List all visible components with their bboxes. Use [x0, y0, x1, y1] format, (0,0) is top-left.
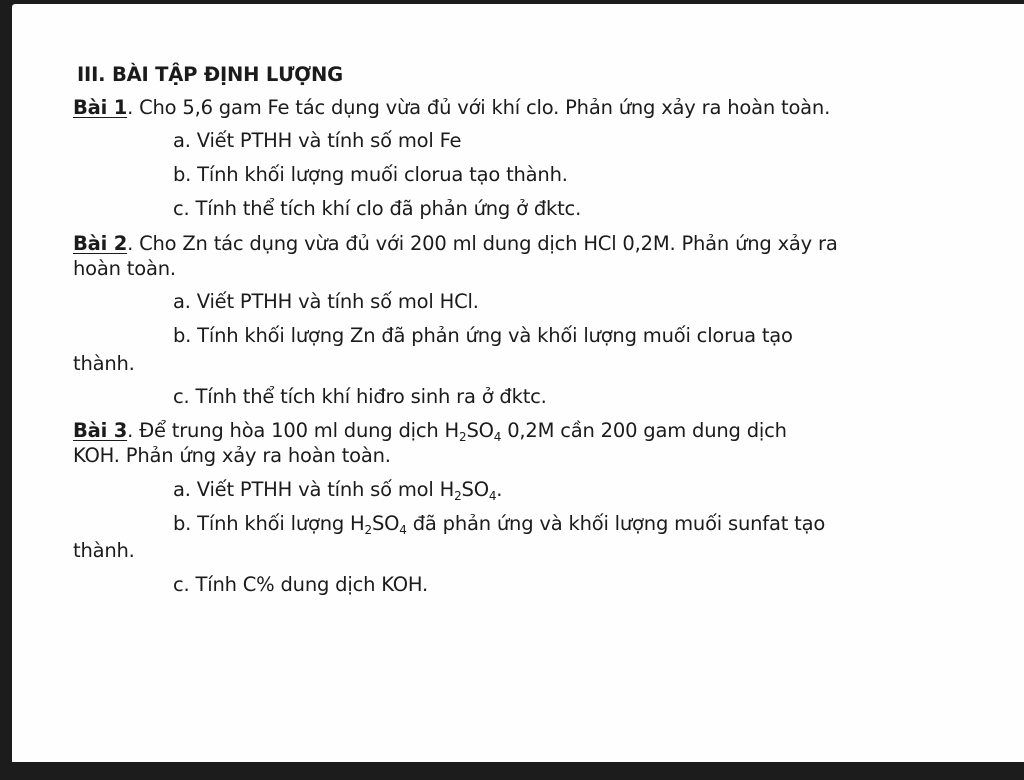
exercise-1-text: . Cho 5,6 gam Fe tác dụng vừa đủ với khí clo. Phản ứng xảy ra hoàn toàn. [127, 96, 831, 119]
exercise-3-part-c: c. Tính C% dung dịch KOH. [173, 573, 429, 596]
h2so4-sub-4: 4 [488, 489, 497, 503]
section-title: III. BÀI TẬP ĐỊNH LƯỢNG [77, 63, 343, 86]
exercise-1-part-b: b. Tính khối lượng muối clorua tạo thành. [173, 163, 568, 186]
exercise-2-stem-line2: hoàn toàn. [73, 257, 176, 280]
h2so4-sub-4: 4 [493, 430, 502, 444]
exercise-3-part-b-post: đã phản ứng và khối lượng muối sunfat tạo [406, 512, 826, 535]
exercise-3-text-post: 0,2M cần 200 gam dung dịch [501, 419, 787, 442]
exercise-2-part-b-line2: thành. [73, 352, 135, 375]
document-page [12, 4, 1024, 762]
exercise-2-stem-line1 [73, 232, 838, 256]
exercise-3-stem-line1 [73, 419, 787, 443]
h2so4-sub-2: 2 [459, 430, 467, 444]
exercise-3-part-b-line1 [173, 512, 825, 536]
exercise-3-part-b-pre: b. Tính khối lượng H [173, 512, 365, 535]
h2so4-sub-2: 2 [454, 489, 462, 503]
h2so4-sub-2: 2 [364, 523, 372, 537]
h2so4-so: SO [371, 512, 400, 535]
exercise-2-part-b-line1: b. Tính khối lượng Zn đã phản ứng và khối lượng muối clorua tạo [173, 324, 793, 347]
exercise-2-text: . Cho Zn tác dụng vừa đủ với 200 ml dung dịch HCl 0,2M. Phản ứng xảy ra [127, 232, 838, 255]
exercise-1-part-a: a. Viết PTHH và tính số mol Fe [173, 129, 462, 152]
worksheet [12, 4, 1024, 762]
exercise-3-part-a [173, 478, 502, 502]
h2so4-sub-4: 4 [399, 523, 407, 537]
h2so4-so: SO [461, 478, 489, 501]
exercise-2-part-a: a. Viết PTHH và tính số mol HCl. [173, 290, 479, 313]
exercise-1-stem [73, 96, 830, 120]
exercise-3-label: Bài 3 [73, 419, 128, 442]
exercise-3-text-pre: . Để trung hòa 100 ml dung dịch H [127, 419, 460, 442]
exercise-1-label: Bài 1 [73, 96, 128, 119]
exercise-3-part-b-line2: thành. [73, 539, 135, 562]
exercise-3-part-a-post: . [496, 478, 503, 501]
exercise-2-label: Bài 2 [73, 232, 128, 255]
exercise-1-part-c: c. Tính thể tích khí clo đã phản ứng ở đktc. [173, 197, 582, 220]
exercise-3-stem-line2: KOH. Phản ứng xảy ra hoàn toàn. [73, 444, 391, 467]
exercise-2-part-c: c. Tính thể tích khí hiđro sinh ra ở đktc. [173, 385, 547, 408]
h2so4-so: SO [466, 419, 494, 442]
exercise-3-part-a-pre: a. Viết PTHH và tính số mol H [173, 478, 455, 501]
